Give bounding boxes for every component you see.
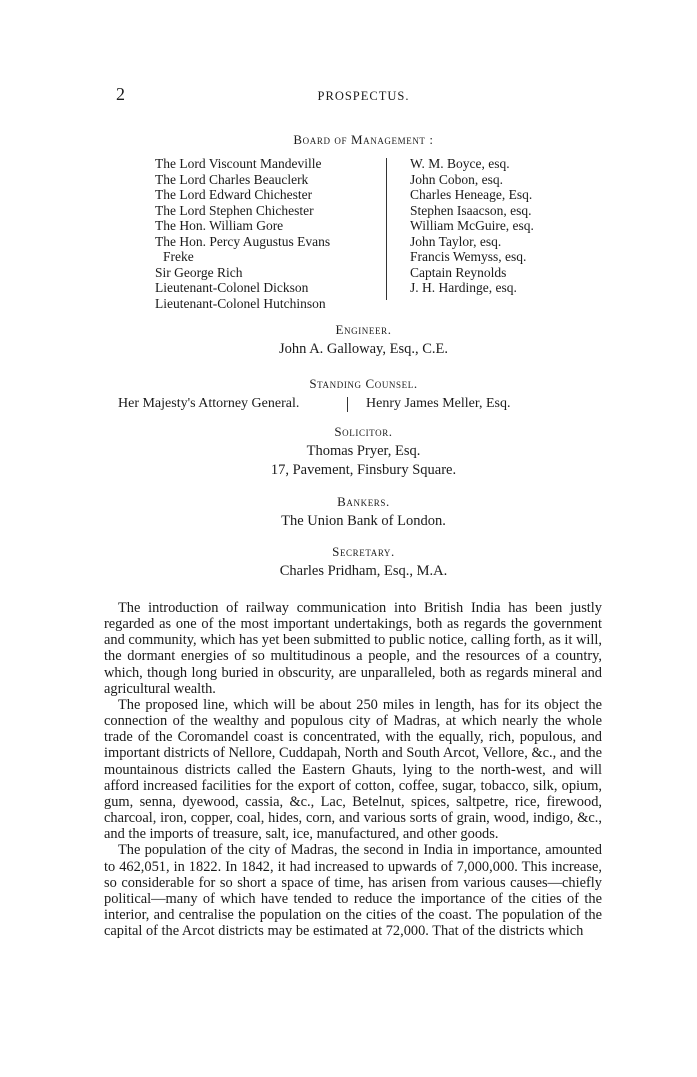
solicitor-name: Thomas Pryer, Esq. bbox=[306, 443, 421, 459]
board-member: Stephen Isaacson, esq. bbox=[410, 202, 532, 218]
board-heading: Board of Management : bbox=[293, 132, 434, 147]
solicitor-address: 17, Pavement, Finsbury Square. bbox=[270, 462, 457, 478]
bankers-name: The Union Bank of London. bbox=[281, 513, 446, 529]
board-member: The Lord Charles Beauclerk bbox=[155, 171, 309, 187]
board-member: John Cobon, esq. bbox=[410, 171, 504, 187]
board-left-column bbox=[155, 156, 330, 311]
board-member: Francis Wemyss, esq. bbox=[410, 249, 527, 264]
body-text bbox=[104, 600, 602, 939]
counsel-right: Henry James Meller, Esq. bbox=[366, 396, 511, 411]
bankers-heading: Bankers. bbox=[337, 494, 390, 509]
counsel-left: Her Majesty's Attorney General. bbox=[118, 396, 300, 411]
running-head: PROSPECTUS. bbox=[317, 89, 410, 103]
page-number: 2 bbox=[116, 84, 125, 104]
engineer-name: John A. Galloway, Esq., C.E. bbox=[278, 341, 449, 357]
board-member: Freke bbox=[163, 249, 194, 264]
paragraph: The proposed line, which will be about 250 miles in length, has for its object the connection of the wealthy and populous city of Madras, at which nearly the whole trade of the Coromandel coast is concentrated, with the equally, rich, populous, and important districts of Nellore, Cuddapah, North and South Arcot, Vellore, &c., and the mountainous districts called the Eastern Ghauts, lying to the north-west, and will afford increased facilities for the export of cotton, coffee, sugar, tobacco, silk, opium, gum, senna, dyewood, cassia, &c., Lac, Betelnut, spices, saltpetre, rice, firewood, charcoal, iron, copper, coal, hides, corn, and various sorts of grain, wood, indigo, &c., and the imports of treasure, salt, ice, manufactured, and other goods. bbox=[104, 696, 602, 843]
board-member: W. M. Boyce, esq. bbox=[410, 156, 510, 171]
counsel-heading: Standing Counsel. bbox=[309, 376, 418, 391]
engineer-heading: Engineer. bbox=[335, 322, 392, 337]
board-member: J. H. Hardinge, esq. bbox=[410, 280, 517, 295]
board-divider bbox=[386, 158, 387, 300]
counsel-divider bbox=[347, 397, 348, 412]
board-member: John Taylor, esq. bbox=[410, 233, 502, 249]
board-member: The Lord Stephen Chichester bbox=[155, 202, 314, 218]
board-member: Lieutenant-Colonel Dickson bbox=[155, 280, 309, 295]
paragraph: The population of the city of Madras, the second in India in importance, amounted to 462,051, in 1822. In 1842, it had increased to upwards of 7,000,000. This increase, so considerable for so short a space of time, has arisen from various causes—chiefly political—many of which have tended to reduce the importance of the cities of the interior, and centralise the population on the cities of the coast. The population of the capital of the Arcot districts may be estimated at 72,000. That of the districts which bbox=[104, 842, 602, 940]
paragraph: The introduction of railway communication into British India has been justly regarded as one of the most important undertakings, both as regards the government and community, which has yet been submitted to public notice, calling forth, as it will, the dormant energies of so multitudinous a people, and the resources of a country, which, though long buried in obscurity, are unparalleled, both as regards mineral and agricultural wealth. bbox=[104, 600, 602, 697]
board-member: Lieutenant-Colonel Hutchinson bbox=[155, 295, 326, 311]
secretary-heading: Secretary. bbox=[332, 544, 395, 559]
board-member: The Lord Edward Chichester bbox=[155, 187, 313, 202]
board-member: The Lord Viscount Mandeville bbox=[155, 156, 322, 171]
board-member: Sir George Rich bbox=[155, 264, 243, 280]
board-member: The Hon. Percy Augustus Evans bbox=[155, 233, 331, 249]
board-member: Charles Heneage, Esq. bbox=[410, 187, 533, 202]
board-member: Captain Reynolds bbox=[410, 264, 507, 280]
board-right-column bbox=[410, 156, 534, 296]
board-member: William McGuire, esq. bbox=[410, 218, 534, 233]
solicitor-heading: Solicitor. bbox=[334, 424, 393, 439]
secretary-name: Charles Pridham, Esq., M.A. bbox=[279, 563, 448, 579]
board-member: The Hon. William Gore bbox=[155, 218, 284, 233]
